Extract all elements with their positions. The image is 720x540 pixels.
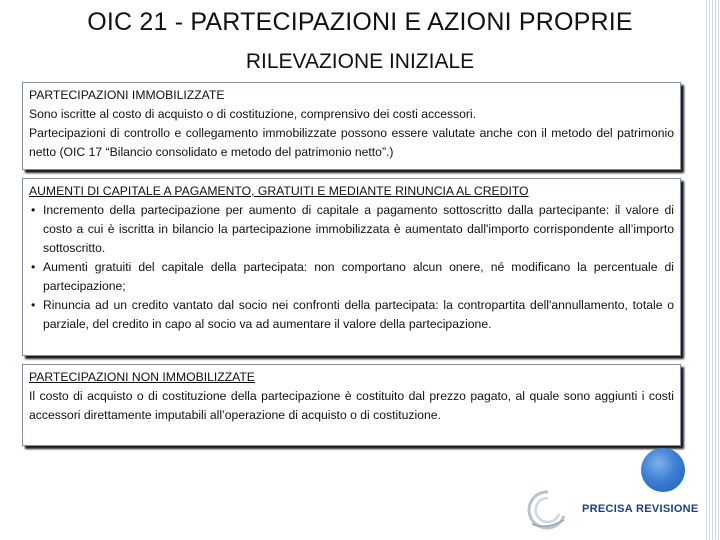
list-item — [29, 296, 674, 334]
slide-title: OIC 21 - PARTECIPAZIONI E AZIONI PROPRIE — [87, 8, 633, 36]
box-heading: AUMENTI DI CAPITALE A PAGAMENTO, GRATUITI E MEDIANTE RINUNCIA AL CREDITO — [29, 184, 529, 198]
list-item-text: : non comportano alcun onere, né modificano la percentuale di partecipazione; — [43, 260, 675, 293]
box-aumenti-capitale — [22, 178, 681, 356]
slide-subtitle: RILEVAZIONE INIZIALE — [245, 50, 475, 73]
list-item-lead: Rinuncia ad un credito vantato dal socio nei confronti della partecipata — [43, 298, 436, 312]
list-item-text: : la contropartita dell'annullamento, totale o parziale, del credito in capo al socio va ad aumentare il valore della partecipazione. — [43, 298, 674, 331]
bullet-list — [29, 201, 674, 334]
box-partecipazioni-non-immobilizzate — [22, 364, 681, 446]
blue-circle-decoration — [641, 448, 685, 492]
list-item — [29, 201, 674, 258]
decorative-edge-stripes — [706, 0, 720, 540]
list-item-text: : il valore di costo a cui è iscritta in bilancio la partecipazione immobilizzata è aumentato dall'importo corrispondente all’importo sottoscritto. — [43, 203, 675, 255]
box-text-paragraph: Il costo di acquisto o di costituzione della partecipazione è costituito dal prezzo pagato, al quale sono aggiunti i costi accessori direttamente imputabili all’operazione di acquisto o di costituzione. — [29, 389, 674, 422]
box-heading: PARTECIPAZIONI NON IMMOBILIZZATE — [29, 370, 255, 384]
list-item — [29, 258, 674, 296]
box-partecipazioni-immobilizzate — [22, 82, 681, 170]
list-item-lead: Aumenti gratuiti del capitale della partecipata — [43, 260, 304, 274]
box-text-paragraph: Partecipazioni di controllo e collegamento immobilizzate possono essere valutate anche con il metodo del patrimonio netto (OIC 17 “Bilancio consolidato e metodo del patrimonio netto”.) — [29, 126, 674, 159]
box-heading: PARTECIPAZIONI IMMOBILIZZATE — [29, 88, 225, 102]
list-item-lead: Incremento della partecipazione per aumento di capitale a pagamento sottoscritto dalla partecipante — [43, 203, 606, 217]
box-text-line: Sono iscritte al costo di acquisto o di costituzione, comprensivo dei costi accessori. — [29, 107, 477, 121]
logo-swirl-icon — [518, 486, 574, 530]
logo-text: PRECISA REVISIONE — [582, 503, 699, 515]
